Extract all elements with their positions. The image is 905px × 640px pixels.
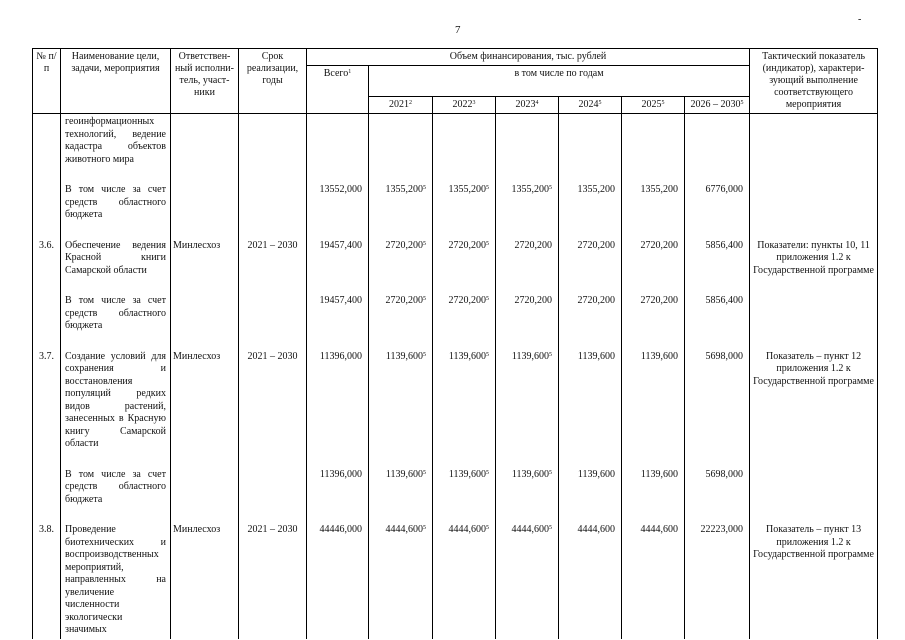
- row-year-2024: 2720,200: [559, 238, 622, 280]
- row-year-2025: 1355,200: [622, 182, 685, 224]
- spacer-cell: [496, 508, 559, 522]
- table-row: [33, 238, 878, 280]
- row-year-2026-2030: 5698,000: [685, 349, 750, 453]
- row-year-2026-2030: 5698,000: [685, 467, 750, 509]
- table-row: [33, 293, 878, 335]
- header-funding: Объем финансирования, тыс. рублей: [307, 49, 750, 66]
- row-responsible: [171, 293, 239, 335]
- row-year-2021: 1139,600$^5$: [369, 467, 433, 509]
- row-name: Проведение биотехнических и воспроизводственных мероприятий, направленных на увеличение численности экологически значимых: [61, 522, 171, 639]
- spacer-cell: [496, 453, 559, 467]
- row-year-2025: 4444,600: [622, 522, 685, 639]
- spacer-cell: [750, 224, 878, 238]
- spacer-cell: [61, 335, 171, 349]
- row-indicator: Показатель – пункт 13 приложения 1.2 к Государственной программе: [750, 522, 878, 639]
- header-term: Срок реализации, годы: [239, 49, 307, 114]
- spacer-cell: [433, 508, 496, 522]
- table-body: [33, 114, 878, 639]
- header-indicator: Тактический показатель (индикатор), характери-зующий выполнение соответствующего мероприятия: [750, 49, 878, 114]
- row-spacer: [33, 335, 878, 349]
- spacer-cell: [33, 453, 61, 467]
- row-total: [307, 114, 369, 169]
- row-term: [239, 293, 307, 335]
- spacer-cell: [559, 453, 622, 467]
- row-year-2023: 1355,200$^5$: [496, 182, 559, 224]
- row-year-2022: 2720,200$^5$: [433, 293, 496, 335]
- row-year-2024: 1139,600: [559, 349, 622, 453]
- spacer-cell: [171, 335, 239, 349]
- row-name: геоинформационных технологий, ведение кадастра объектов животного мира: [61, 114, 171, 169]
- row-term: 2021 – 2030: [239, 522, 307, 639]
- row-indicator: Показатель – пункт 12 приложения 1.2 к Государственной программе: [750, 349, 878, 453]
- row-responsible: Минлесхоз: [171, 522, 239, 639]
- row-year-2025: 1139,600: [622, 349, 685, 453]
- spacer-cell: [433, 335, 496, 349]
- row-indicator: Показатели: пункты 10, 11 приложения 1.2 к Государственной программе: [750, 238, 878, 280]
- row-responsible: [171, 467, 239, 509]
- row-term: [239, 182, 307, 224]
- spacer-cell: [61, 279, 171, 293]
- spacer-cell: [685, 224, 750, 238]
- spacer-cell: [622, 224, 685, 238]
- page-number: 7: [455, 24, 461, 36]
- table-row: [33, 522, 878, 639]
- row-year-2021: 1139,600$^5$: [369, 349, 433, 453]
- table-row: [33, 114, 878, 169]
- row-name: В том числе за счет средств областного бюджета: [61, 293, 171, 335]
- spacer-cell: [33, 224, 61, 238]
- row-year-2025: 2720,200: [622, 293, 685, 335]
- spacer-cell: [622, 279, 685, 293]
- row-number: [33, 293, 61, 335]
- spacer-cell: [559, 508, 622, 522]
- spacer-cell: [307, 508, 369, 522]
- row-year-2023: [496, 114, 559, 169]
- row-total: 11396,000: [307, 467, 369, 509]
- row-spacer: [33, 168, 878, 182]
- header-by-years: в том числе по годам: [369, 66, 750, 97]
- spacer-cell: [559, 279, 622, 293]
- row-year-2023: 1139,600$^5$: [496, 467, 559, 509]
- row-year-2025: 1139,600: [622, 467, 685, 509]
- spacer-cell: [307, 279, 369, 293]
- spacer-cell: [239, 453, 307, 467]
- spacer-cell: [496, 168, 559, 182]
- row-number: [33, 467, 61, 509]
- spacer-cell: [369, 508, 433, 522]
- table-row: [33, 467, 878, 509]
- row-total: 11396,000: [307, 349, 369, 453]
- row-year-2023: 2720,200: [496, 238, 559, 280]
- row-term: 2021 – 2030: [239, 238, 307, 280]
- header-year: 2021$^2$: [369, 97, 433, 114]
- row-indicator: [750, 293, 878, 335]
- row-spacer: [33, 224, 878, 238]
- spacer-cell: [33, 508, 61, 522]
- row-total: 13552,000: [307, 182, 369, 224]
- spacer-cell: [750, 335, 878, 349]
- spacer-cell: [685, 279, 750, 293]
- row-year-2026-2030: 22223,000: [685, 522, 750, 639]
- spacer-cell: [171, 224, 239, 238]
- row-year-2022: 1139,600$^5$: [433, 349, 496, 453]
- spacer-cell: [307, 224, 369, 238]
- row-term: 2021 – 2030: [239, 349, 307, 453]
- spacer-cell: [433, 224, 496, 238]
- spacer-cell: [622, 335, 685, 349]
- row-number: 3.7.: [33, 349, 61, 453]
- spacer-cell: [239, 279, 307, 293]
- row-year-2023: 1139,600$^5$: [496, 349, 559, 453]
- spacer-cell: [369, 168, 433, 182]
- spacer-cell: [171, 453, 239, 467]
- row-year-2023: 4444,600$^5$: [496, 522, 559, 639]
- spacer-cell: [239, 224, 307, 238]
- row-year-2026-2030: 5856,400: [685, 238, 750, 280]
- spacer-cell: [171, 279, 239, 293]
- row-term: [239, 114, 307, 169]
- spacer-cell: [239, 168, 307, 182]
- row-year-2026-2030: 6776,000: [685, 182, 750, 224]
- row-total: 44446,000: [307, 522, 369, 639]
- row-year-2022: 4444,600$^5$: [433, 522, 496, 639]
- row-responsible: [171, 114, 239, 169]
- row-year-2022: 2720,200$^5$: [433, 238, 496, 280]
- spacer-cell: [61, 168, 171, 182]
- header-num: № п/п: [33, 49, 61, 114]
- spacer-cell: [239, 335, 307, 349]
- funding-table: [32, 48, 878, 639]
- spacer-cell: [496, 224, 559, 238]
- spacer-cell: [433, 279, 496, 293]
- spacer-cell: [369, 453, 433, 467]
- row-name: Создание условий для сохранения и восстановления популяций редких видов растений, занесенных в Красную книгу Самарской области: [61, 349, 171, 453]
- row-year-2021: [369, 114, 433, 169]
- header-year: 2026 – 2030$^5$: [685, 97, 750, 114]
- spacer-cell: [33, 279, 61, 293]
- spacer-cell: [239, 508, 307, 522]
- header-year: 2023$^4$: [496, 97, 559, 114]
- row-number: [33, 182, 61, 224]
- table-header: [33, 49, 878, 114]
- spacer-cell: [307, 168, 369, 182]
- spacer-cell: [369, 279, 433, 293]
- row-year-2024: 1139,600: [559, 467, 622, 509]
- spacer-cell: [750, 453, 878, 467]
- header-year: 2024$^5$: [559, 97, 622, 114]
- row-year-2023: 2720,200: [496, 293, 559, 335]
- row-spacer: [33, 508, 878, 522]
- corner-mark: -: [858, 14, 862, 25]
- spacer-cell: [33, 335, 61, 349]
- row-indicator: [750, 467, 878, 509]
- spacer-cell: [307, 335, 369, 349]
- table-row: [33, 182, 878, 224]
- row-year-2025: [622, 114, 685, 169]
- row-year-2022: [433, 114, 496, 169]
- row-year-2024: [559, 114, 622, 169]
- row-year-2024: 2720,200: [559, 293, 622, 335]
- spacer-cell: [685, 453, 750, 467]
- row-indicator: [750, 182, 878, 224]
- row-year-2021: 2720,200$^5$: [369, 238, 433, 280]
- table-row: [33, 349, 878, 453]
- spacer-cell: [61, 508, 171, 522]
- spacer-cell: [559, 224, 622, 238]
- row-indicator: [750, 114, 878, 169]
- row-name: Обеспечение ведения Красной книги Самарской области: [61, 238, 171, 280]
- spacer-cell: [750, 168, 878, 182]
- row-spacer: [33, 453, 878, 467]
- spacer-cell: [33, 168, 61, 182]
- spacer-cell: [61, 453, 171, 467]
- row-term: [239, 467, 307, 509]
- spacer-cell: [622, 453, 685, 467]
- spacer-cell: [433, 453, 496, 467]
- row-total: 19457,400: [307, 293, 369, 335]
- row-number: 3.6.: [33, 238, 61, 280]
- row-total: 19457,400: [307, 238, 369, 280]
- row-year-2022: 1355,200$^5$: [433, 182, 496, 224]
- spacer-cell: [61, 224, 171, 238]
- spacer-cell: [622, 508, 685, 522]
- header-year: 2022$^3$: [433, 97, 496, 114]
- row-year-2026-2030: [685, 114, 750, 169]
- row-responsible: [171, 182, 239, 224]
- header-total: Всего$^1$: [307, 66, 369, 114]
- spacer-cell: [685, 508, 750, 522]
- row-responsible: Минлесхоз: [171, 349, 239, 453]
- spacer-cell: [369, 224, 433, 238]
- spacer-cell: [685, 168, 750, 182]
- row-year-2021: 1355,200$^5$: [369, 182, 433, 224]
- spacer-cell: [622, 168, 685, 182]
- row-year-2026-2030: 5856,400: [685, 293, 750, 335]
- spacer-cell: [750, 508, 878, 522]
- spacer-cell: [750, 279, 878, 293]
- spacer-cell: [496, 335, 559, 349]
- spacer-cell: [369, 335, 433, 349]
- row-year-2021: 2720,200$^5$: [369, 293, 433, 335]
- header-name: Наименование цели, задачи, мероприятия: [61, 49, 171, 114]
- row-year-2025: 2720,200: [622, 238, 685, 280]
- row-year-2021: 4444,600$^5$: [369, 522, 433, 639]
- row-year-2024: 4444,600: [559, 522, 622, 639]
- spacer-cell: [307, 453, 369, 467]
- row-number: [33, 114, 61, 169]
- row-responsible: Минлесхоз: [171, 238, 239, 280]
- spacer-cell: [685, 335, 750, 349]
- spacer-cell: [559, 168, 622, 182]
- spacer-cell: [559, 335, 622, 349]
- row-year-2022: 1139,600$^5$: [433, 467, 496, 509]
- header-year: 2025$^5$: [622, 97, 685, 114]
- header-responsible: Ответствен-ный исполни-тель, участ-ники: [171, 49, 239, 114]
- spacer-cell: [433, 168, 496, 182]
- spacer-cell: [496, 279, 559, 293]
- row-year-2024: 1355,200: [559, 182, 622, 224]
- row-number: 3.8.: [33, 522, 61, 639]
- spacer-cell: [171, 508, 239, 522]
- row-name: В том числе за счет средств областного бюджета: [61, 182, 171, 224]
- row-spacer: [33, 279, 878, 293]
- spacer-cell: [171, 168, 239, 182]
- row-name: В том числе за счет средств областного бюджета: [61, 467, 171, 509]
